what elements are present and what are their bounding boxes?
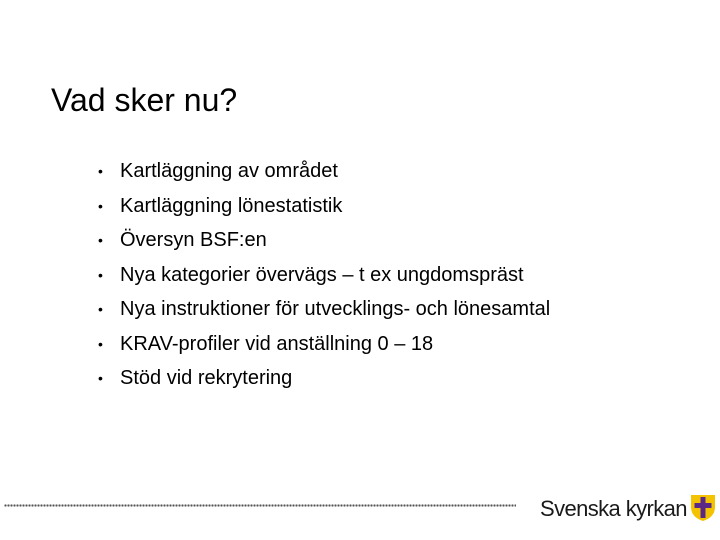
bullet-text: Nya instruktioner för utvecklings- och lönesamtal xyxy=(120,298,551,320)
bullet-dot: • xyxy=(98,266,103,283)
church-cross-logo-icon xyxy=(690,494,716,522)
brand-footer xyxy=(540,492,718,526)
bullet-text: Kartläggning av området xyxy=(120,160,338,182)
bullet-text: Stöd vid rekrytering xyxy=(120,367,293,389)
brand-name: Svenska kyrkan xyxy=(540,496,687,521)
bullet-dot: • xyxy=(98,163,103,179)
dotted-divider xyxy=(4,504,516,507)
bullet-text: Nya kategorier övervägs – t ex ungdomspräst xyxy=(120,263,524,286)
bullet-dot: • xyxy=(98,232,103,248)
bullet-text: Kartläggning lönestatistik xyxy=(120,194,343,217)
bullet-dot: • xyxy=(98,335,103,352)
bullet-dot: • xyxy=(98,370,103,386)
bullet-text: Översyn BSF:en xyxy=(120,229,267,251)
bullet-dot: • xyxy=(98,301,103,317)
bullet-text: KRAV-profiler vid anställning 0 – 18 xyxy=(120,332,434,355)
slide-title: Vad sker nu? xyxy=(51,82,238,118)
bullet-dot: • xyxy=(98,197,103,214)
